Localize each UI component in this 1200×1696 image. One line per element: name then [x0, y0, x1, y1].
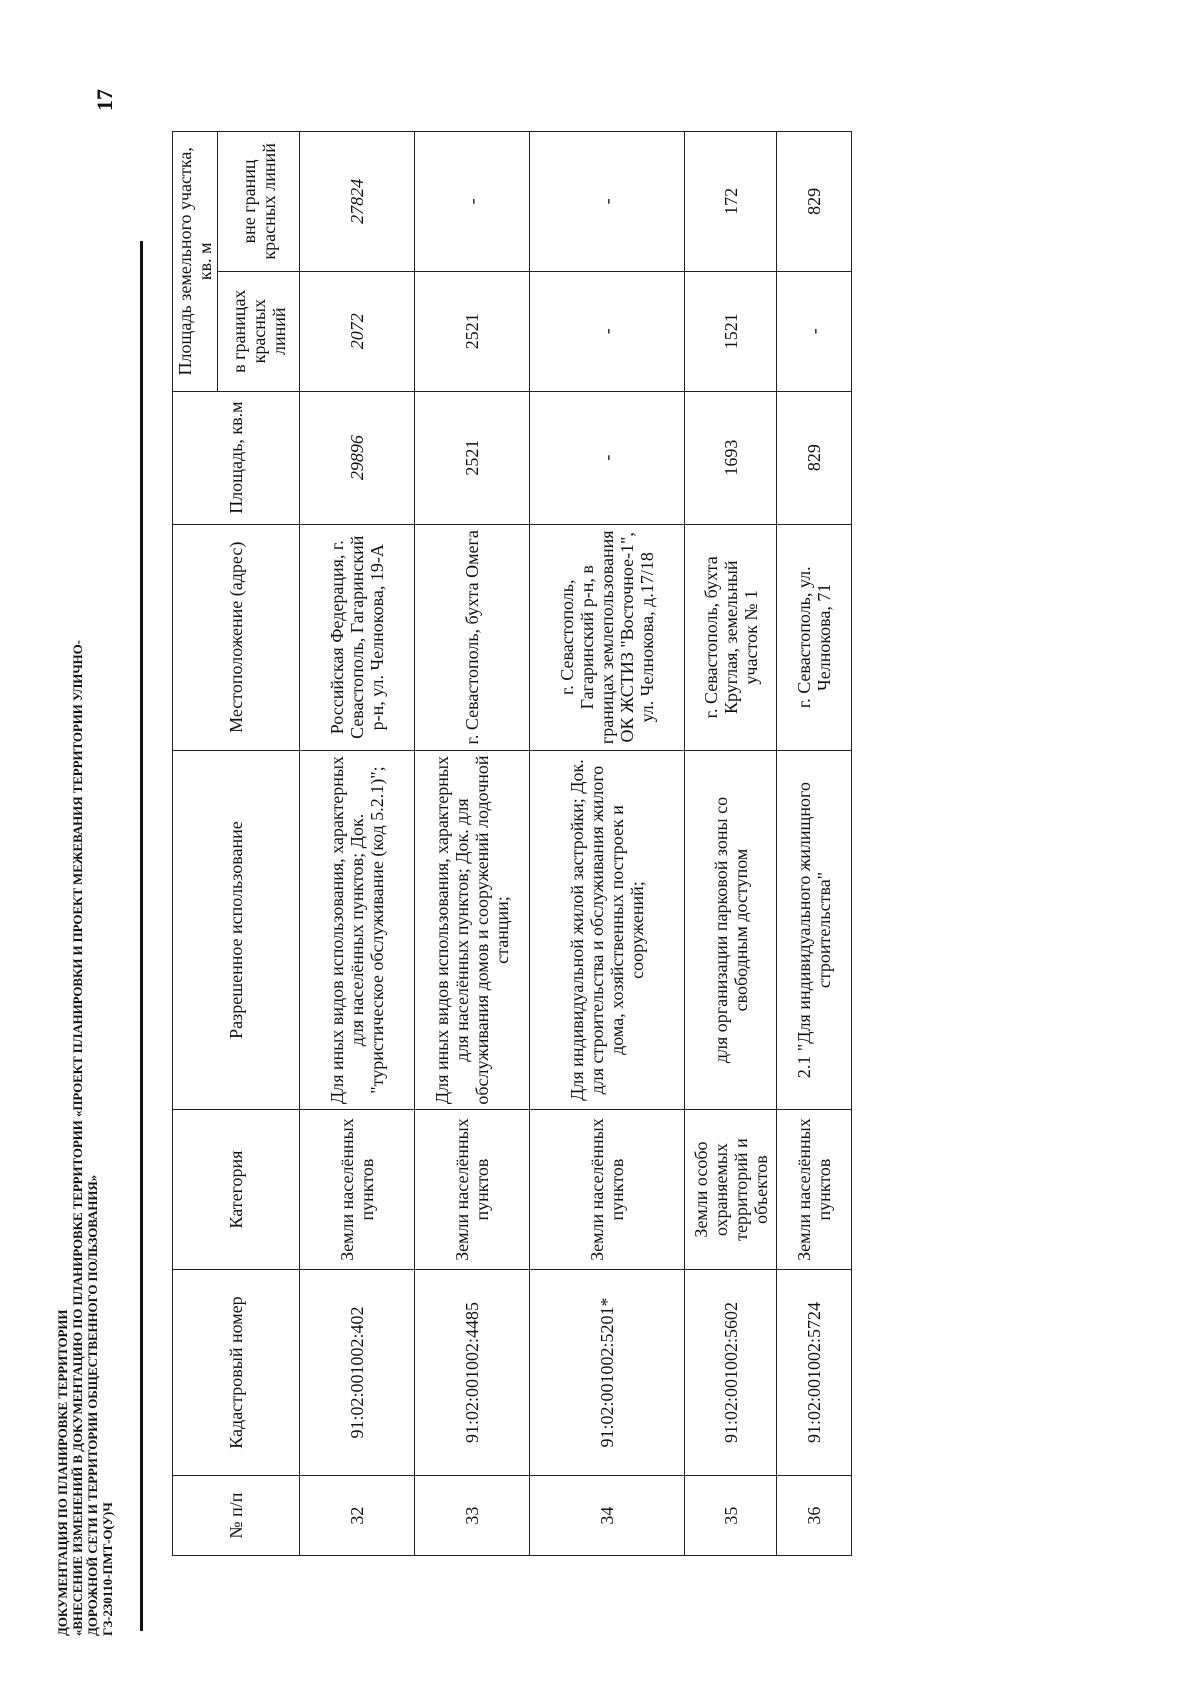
cell-num: 34: [530, 1476, 685, 1556]
header-line: ДОКУМЕНТАЦИЯ ПО ПЛАНИРОВКЕ ТЕРРИТОРИИ: [55, 1309, 70, 1636]
header-divider: [140, 241, 143, 1631]
cell-within: -: [530, 271, 685, 391]
cell-area: 2521: [415, 391, 530, 524]
cell-outside: -: [530, 132, 685, 272]
header-outside-red-lines: вне границ красных линий: [218, 132, 300, 272]
document-header: [55, 456, 115, 1636]
cell-num: 36: [777, 1476, 852, 1556]
cell-num: 33: [415, 1476, 530, 1556]
land-plots-table: [172, 131, 852, 1556]
table-row: [530, 132, 685, 1556]
header-area: Площадь, кв.м: [173, 391, 300, 524]
table-header: [173, 132, 300, 1556]
cell-within: -: [777, 271, 852, 391]
header-cadastral: Кадастровый номер: [173, 1269, 300, 1475]
cell-permitted-use: Для иных видов использования, характерных для населённых пунктов; Док. "туристическое обслуживание (код 5.2.1)";: [300, 750, 415, 1109]
cell-category: Земли населённых пунктов: [777, 1110, 852, 1270]
cell-location: г. Севастополь, бухта Омега: [415, 524, 530, 750]
cell-area: 1693: [685, 391, 777, 524]
header-plot-area-group: Площадь земельного участка, кв. м: [173, 132, 218, 392]
cell-outside: 829: [777, 132, 852, 272]
cell-area: 829: [777, 391, 852, 524]
cell-location: г. Севастополь, бухта Круглая, земельный участок № 1: [685, 524, 777, 750]
cell-outside: 27824: [300, 132, 415, 272]
cell-num: 35: [685, 1476, 777, 1556]
cell-category: Земли населённых пунктов: [530, 1110, 685, 1270]
header-line: ГЗ-230110-ПМТ-О(У)Ч: [100, 1502, 115, 1636]
header-permitted-use: Разрешенное использование: [173, 750, 300, 1109]
table-row: [415, 132, 530, 1556]
cell-location: Российская Федерация, г. Севастополь, Гагаринский р-н, ул. Челнокова, 19-А: [300, 524, 415, 750]
cell-cadastral: 91:02:001002:5602: [685, 1269, 777, 1475]
cell-num: 32: [300, 1476, 415, 1556]
cell-permitted-use: 2.1 "Для индивидуального жилищного строительства": [777, 750, 852, 1109]
cell-within: 2521: [415, 271, 530, 391]
cell-within: 2072: [300, 271, 415, 391]
cell-cadastral: 91:02:001002:5724: [777, 1269, 852, 1475]
cell-category: Земли особо охраняемых территорий и объектов: [685, 1110, 777, 1270]
cell-permitted-use: Для иных видов использования, характерных для населённых пунктов; Док. для обслуживания домов и сооружений лодочной станции;: [415, 750, 530, 1109]
header-num: № п/п: [173, 1476, 300, 1556]
cell-cadastral: 91:02:001002:402: [300, 1269, 415, 1475]
header-within-red-lines: в границах красных линий: [218, 271, 300, 391]
cell-cadastral: 91:02:001002:4485: [415, 1269, 530, 1475]
cell-area: 29896: [300, 391, 415, 524]
table-row: [777, 132, 852, 1556]
table-row: [685, 132, 777, 1556]
cell-category: Земли населённых пунктов: [300, 1110, 415, 1270]
header-line: ДОРОЖНОЙ СЕТИ И ТЕРРИТОРИИ ОБЩЕСТВЕННОГО ПОЛЬЗОВАНИЯ»: [85, 1174, 100, 1636]
cell-location: г. Севастополь, ул. Челнокова, 71: [777, 524, 852, 750]
cell-category: Земли населённых пунктов: [415, 1110, 530, 1270]
cell-location: г. Севастополь, Гагаринский р-н, в границах землепользования ОК ЖСТИЗ "Восточное-1", ул. Челнокова, д.17/18: [530, 524, 685, 750]
header-category: Категория: [173, 1110, 300, 1270]
header-location: Местоположение (адрес): [173, 524, 300, 750]
table-body: [300, 132, 852, 1556]
page-number: 17: [92, 89, 117, 111]
cell-outside: -: [415, 132, 530, 272]
header-line: «ВНЕСЕНИЕ ИЗМЕНЕНИЙ В ДОКУМЕНТАЦИЮ ПО ПЛАНИРОВКЕ ТЕРРИТОРИИ «ПРОЕКТ ПЛАНИРОВКИ И ПРОЕКТ МЕЖЕВАНИЯ ТЕРРИТОРИИ УЛИЧНО-: [70, 640, 85, 1636]
cell-within: 1521: [685, 271, 777, 391]
table-row: [300, 132, 415, 1556]
cell-permitted-use: Для индивидуальной жилой застройки; Док. для строительства и обслуживания жилого дома, хозяйственных построек и сооружений;: [530, 750, 685, 1109]
cell-permitted-use: для организации парковой зоны со свободным доступом: [685, 750, 777, 1109]
cell-cadastral: 91:02:001002:5201*: [530, 1269, 685, 1475]
cell-area: -: [530, 391, 685, 524]
cell-outside: 172: [685, 132, 777, 272]
